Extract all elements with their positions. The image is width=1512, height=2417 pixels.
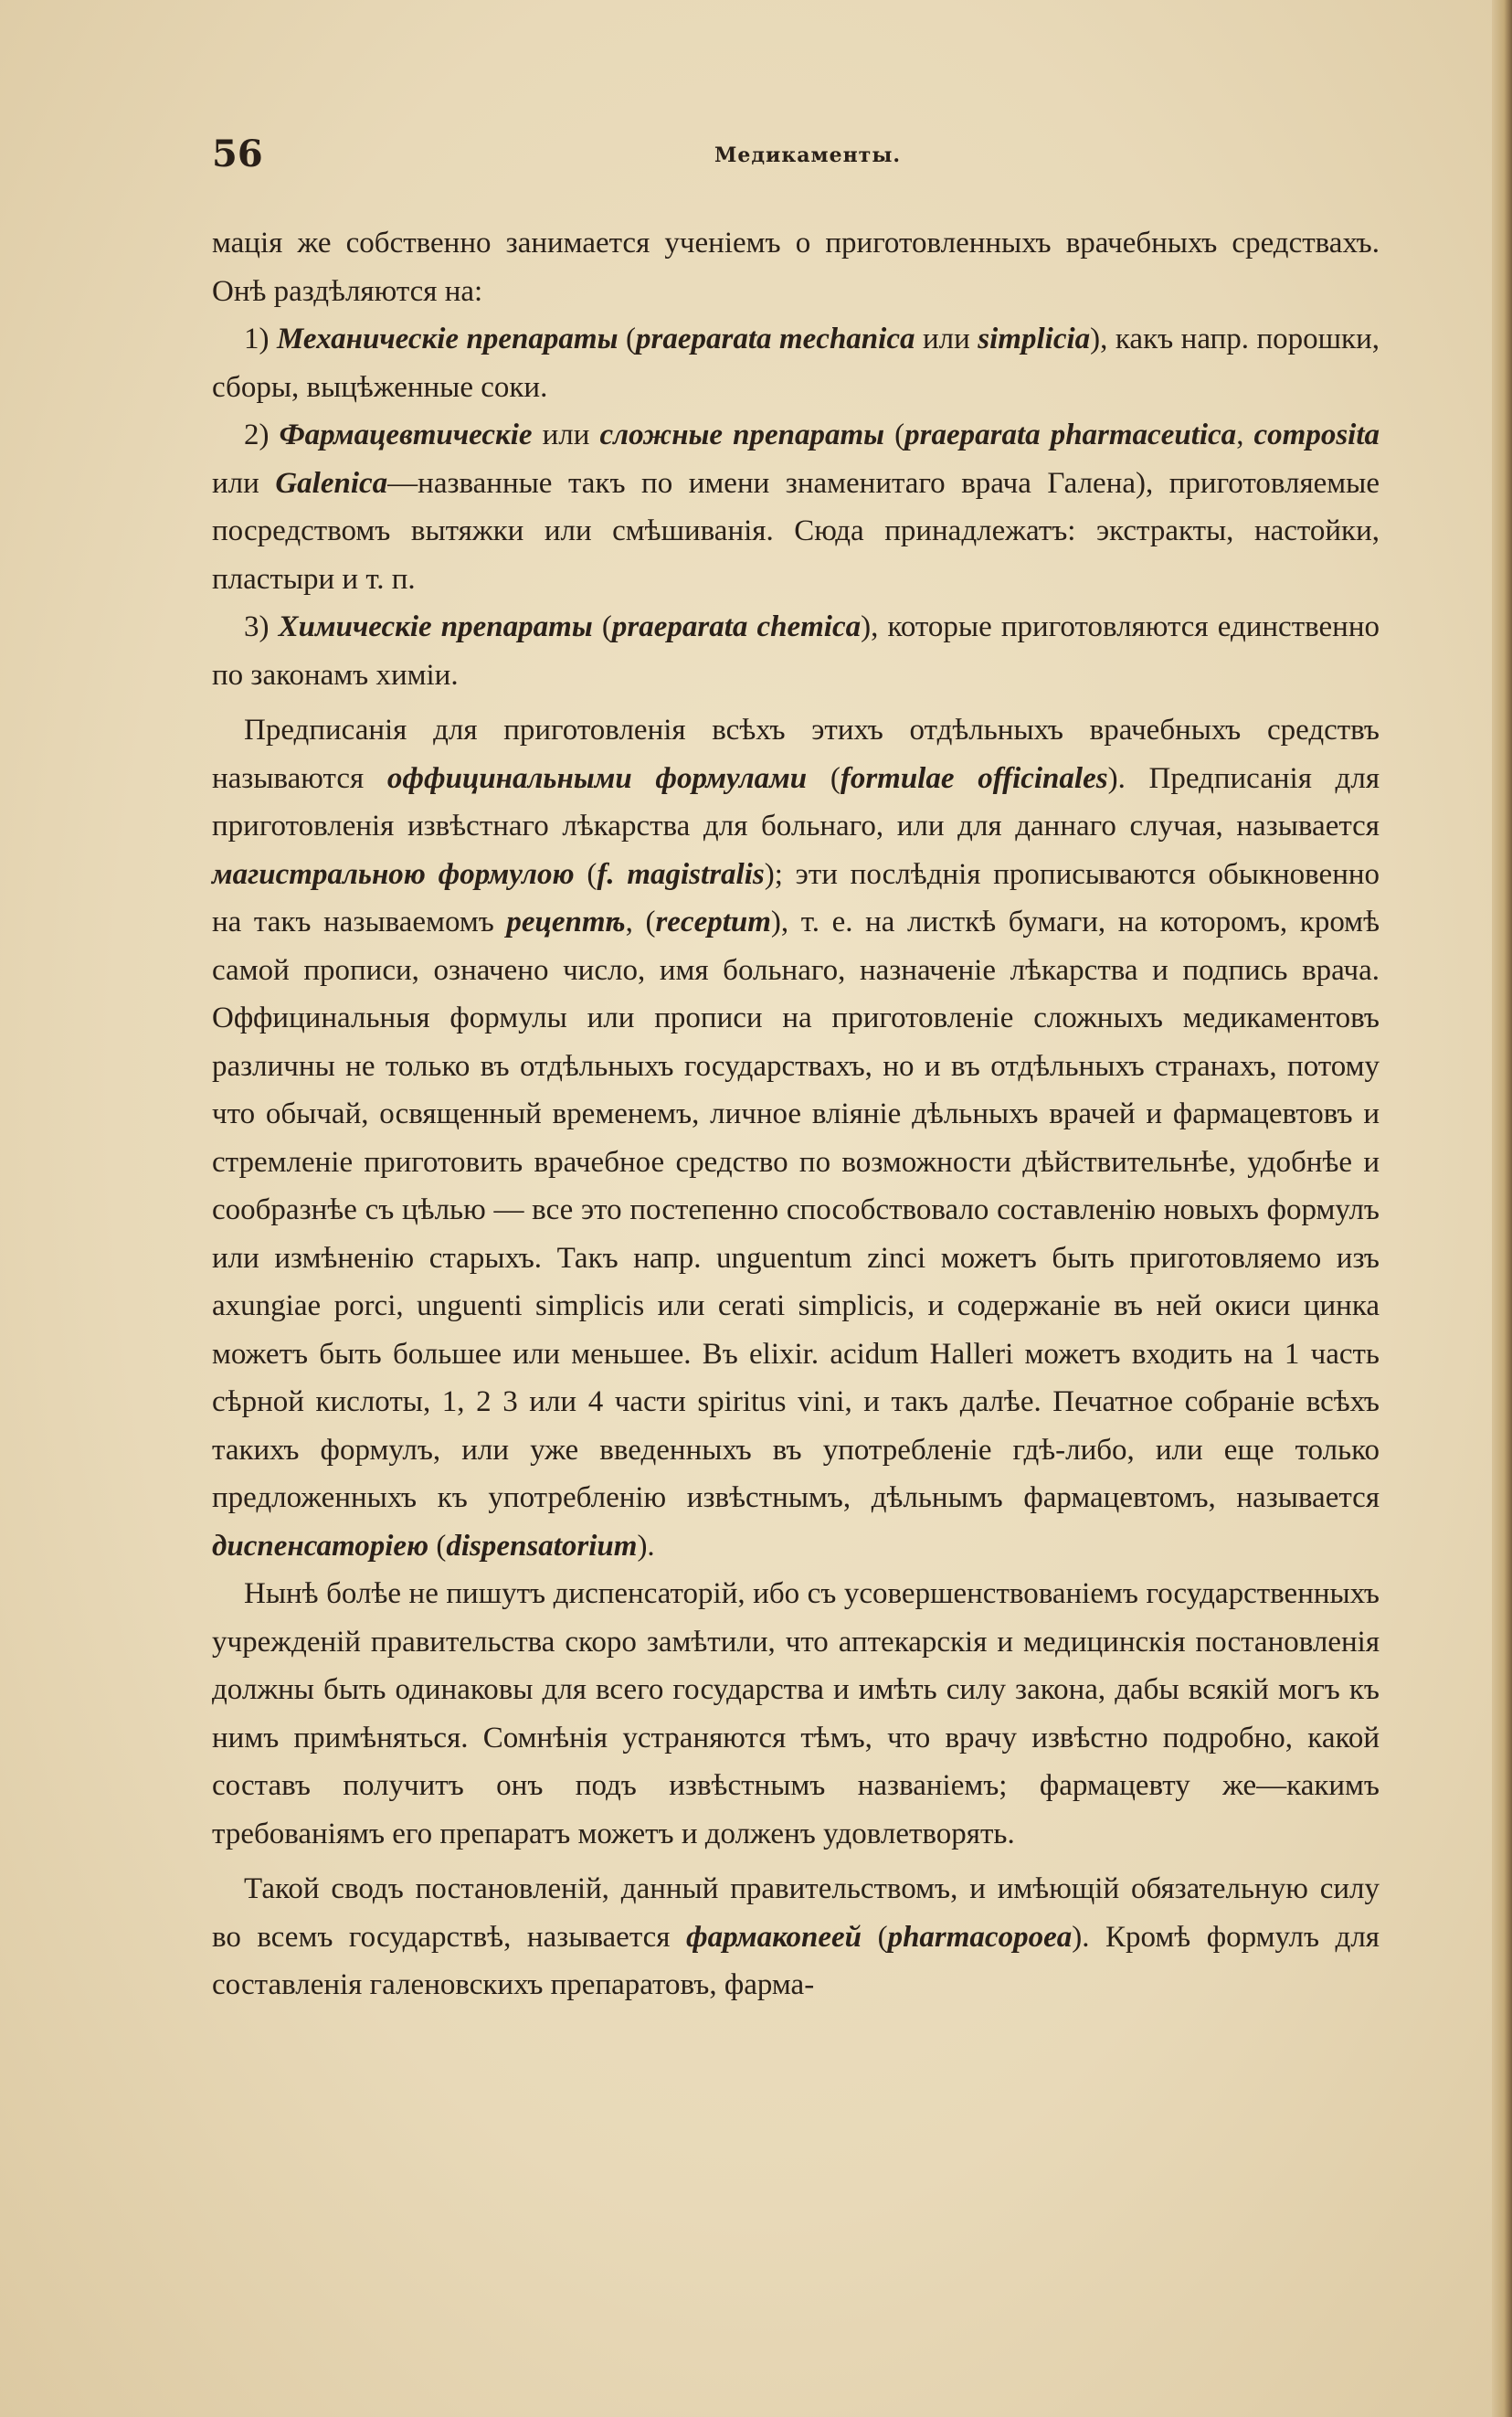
emphasis-term: оффицинальными формулами bbox=[386, 761, 808, 795]
emphasis-term: composita bbox=[1253, 419, 1380, 451]
text-run: ( bbox=[862, 1920, 888, 1954]
emphasis-term: Фармацевтическіе bbox=[279, 419, 533, 451]
emphasis-term: Galenica bbox=[275, 466, 388, 500]
emphasis-term: praeparata pharmaceutica bbox=[904, 419, 1237, 451]
emphasis-term: сложные препараты bbox=[599, 419, 885, 451]
text-run: ( bbox=[592, 610, 612, 643]
text-run: 1) bbox=[244, 323, 277, 355]
text-run: Такой сводъ постановленій, данный правительствомъ, и имѣющій обязательную силу во всемъ государствѣ, называется bbox=[212, 1872, 1380, 1954]
emphasis-term: Механическіе препараты bbox=[277, 323, 619, 355]
emphasis-term: фармакопеей bbox=[685, 1920, 862, 1954]
paragraph bbox=[212, 706, 1380, 1570]
emphasis-term: Химическіе препараты bbox=[278, 610, 593, 643]
emphasis-term: formulae officinales bbox=[840, 761, 1108, 795]
paragraph bbox=[212, 1865, 1380, 2009]
text-run: ( bbox=[618, 323, 636, 355]
emphasis-term: рецептѣ bbox=[506, 906, 626, 938]
page-edge bbox=[1492, 0, 1512, 2417]
text-run: ), т. е. на листкѣ бумаги, на которомъ, кромѣ самой прописи, означено число, имя больнаго, назначеніе лѣкарства и подпись врача. Оффицинальныя формулы или прописи на приготовленіе сложныхъ медикаментовъ различны не только въ отдѣльныхъ государствахъ, но и въ отдѣльныхъ странахъ, потому что обычай, освященный временемъ, личное вліяніе дѣльныхъ врачей и фармацевтовъ и стремленіе приготовить врачебное средство по возможности дѣйствительнѣе, удобнѣе и сообразнѣе съ цѣлью — все это постепенно способствовало составленію новыхъ формулъ или измѣненію старыхъ. Такъ напр. unguentum zinci можетъ быть приготовляемо изъ axungiae porci, unguenti simplicis или cerati simplicis, и содержаніе въ ней окиси цинка можетъ быть большее или меньшее. Въ elixir. acidum Halleri можетъ входить на 1 часть сѣрной кислоты, 1, 2 3 или 4 части spiritus vini, и такъ далѣе. Печатное собраніе всѣхъ такихъ формулъ, или уже введенныхъ въ употребленіе гдѣ-либо, или еще только предложенныхъ къ употребленію извѣстнымъ, дѣльнымъ фармацевтомъ, называется bbox=[212, 906, 1380, 1514]
text-run: 2) bbox=[244, 419, 280, 451]
emphasis-term: dispensatorium bbox=[446, 1529, 638, 1563]
text-run: ), какъ напр. порошки, сборы, выцѣженные соки. bbox=[212, 323, 1380, 404]
emphasis-term: диспенсаторіею bbox=[212, 1529, 429, 1563]
text-run: ( bbox=[807, 761, 841, 795]
text-run: ). bbox=[637, 1529, 655, 1563]
emphasis-term: pharmacopoea bbox=[887, 1920, 1073, 1954]
emphasis-term: praeparata mechanica bbox=[635, 323, 915, 355]
running-head: Медикаменты. bbox=[714, 143, 902, 167]
emphasis-term: receptum bbox=[655, 906, 771, 938]
text-run: , ( bbox=[625, 906, 656, 938]
paragraph bbox=[212, 219, 1380, 315]
text-run: Нынѣ болѣе не пишутъ диспенсаторій, ибо съ усовершенствованіемъ государственныхъ учрежденій правительства скоро замѣтили, что аптекарскія и медицинскія постановленія должны быть одинаковы для всего государства и имѣть силу закона, дабы всякій могъ къ нимъ примѣняться. Сомнѣнія устраняются тѣмъ, что врачу извѣстно подробно, какой составъ получитъ онъ подъ извѣстнымъ названіемъ; фармацевту же—какимъ требованіямъ его препаратъ можетъ и долженъ удовлетворять. bbox=[212, 1577, 1380, 1850]
text-run: , bbox=[1236, 419, 1254, 451]
text-run: ( bbox=[574, 857, 597, 891]
text-run: или bbox=[915, 323, 978, 355]
paragraph bbox=[212, 603, 1380, 699]
paragraph bbox=[212, 315, 1380, 411]
text-run: или bbox=[532, 419, 600, 451]
paragraph bbox=[212, 411, 1380, 603]
emphasis-term: simplicia bbox=[978, 323, 1091, 355]
text-run: мація же собственно занимается ученіемъ о приготовленныхъ врачебныхъ средствахъ. Онѣ раздѣляются на: bbox=[212, 227, 1380, 308]
emphasis-term: магистральною формулою bbox=[212, 857, 575, 891]
text-run: Предписанія для приготовленія всѣхъ этихъ отдѣльныхъ врачебныхъ средствъ называются bbox=[212, 714, 1380, 795]
text-run: ). Предписанія для приготовленія извѣстнаго лѣкарства для больнаго, или для даннаго случая, называется bbox=[212, 761, 1380, 843]
emphasis-term: praeparata chemica bbox=[611, 610, 862, 643]
text-run: ), которые приготовляются единственно по законамъ химіи. bbox=[212, 610, 1380, 692]
text-run: ( bbox=[884, 419, 905, 451]
page-header bbox=[212, 133, 1363, 178]
page-number: 56 bbox=[212, 133, 263, 175]
text-run: ). Кромѣ формулъ для составленія галеновскихъ препаратовъ, фарма- bbox=[212, 1920, 1380, 2001]
text-run: —названные такъ по имени знаменитаго врача Галена), приготовляемые посредствомъ вытяжки или смѣшиванія. Сюда принадлежатъ: экстракты, настойки, пластыри и т. п. bbox=[212, 466, 1380, 596]
emphasis-term: f. magistralis bbox=[597, 857, 765, 891]
text-run: или bbox=[212, 466, 276, 500]
text-run: 3) bbox=[244, 610, 279, 643]
body-text bbox=[212, 219, 1380, 2009]
text-run: ); эти послѣднія прописываются обыкновенно на такъ называемомъ bbox=[212, 857, 1380, 938]
paragraph bbox=[212, 1570, 1380, 1858]
text-run: ( bbox=[428, 1529, 447, 1563]
